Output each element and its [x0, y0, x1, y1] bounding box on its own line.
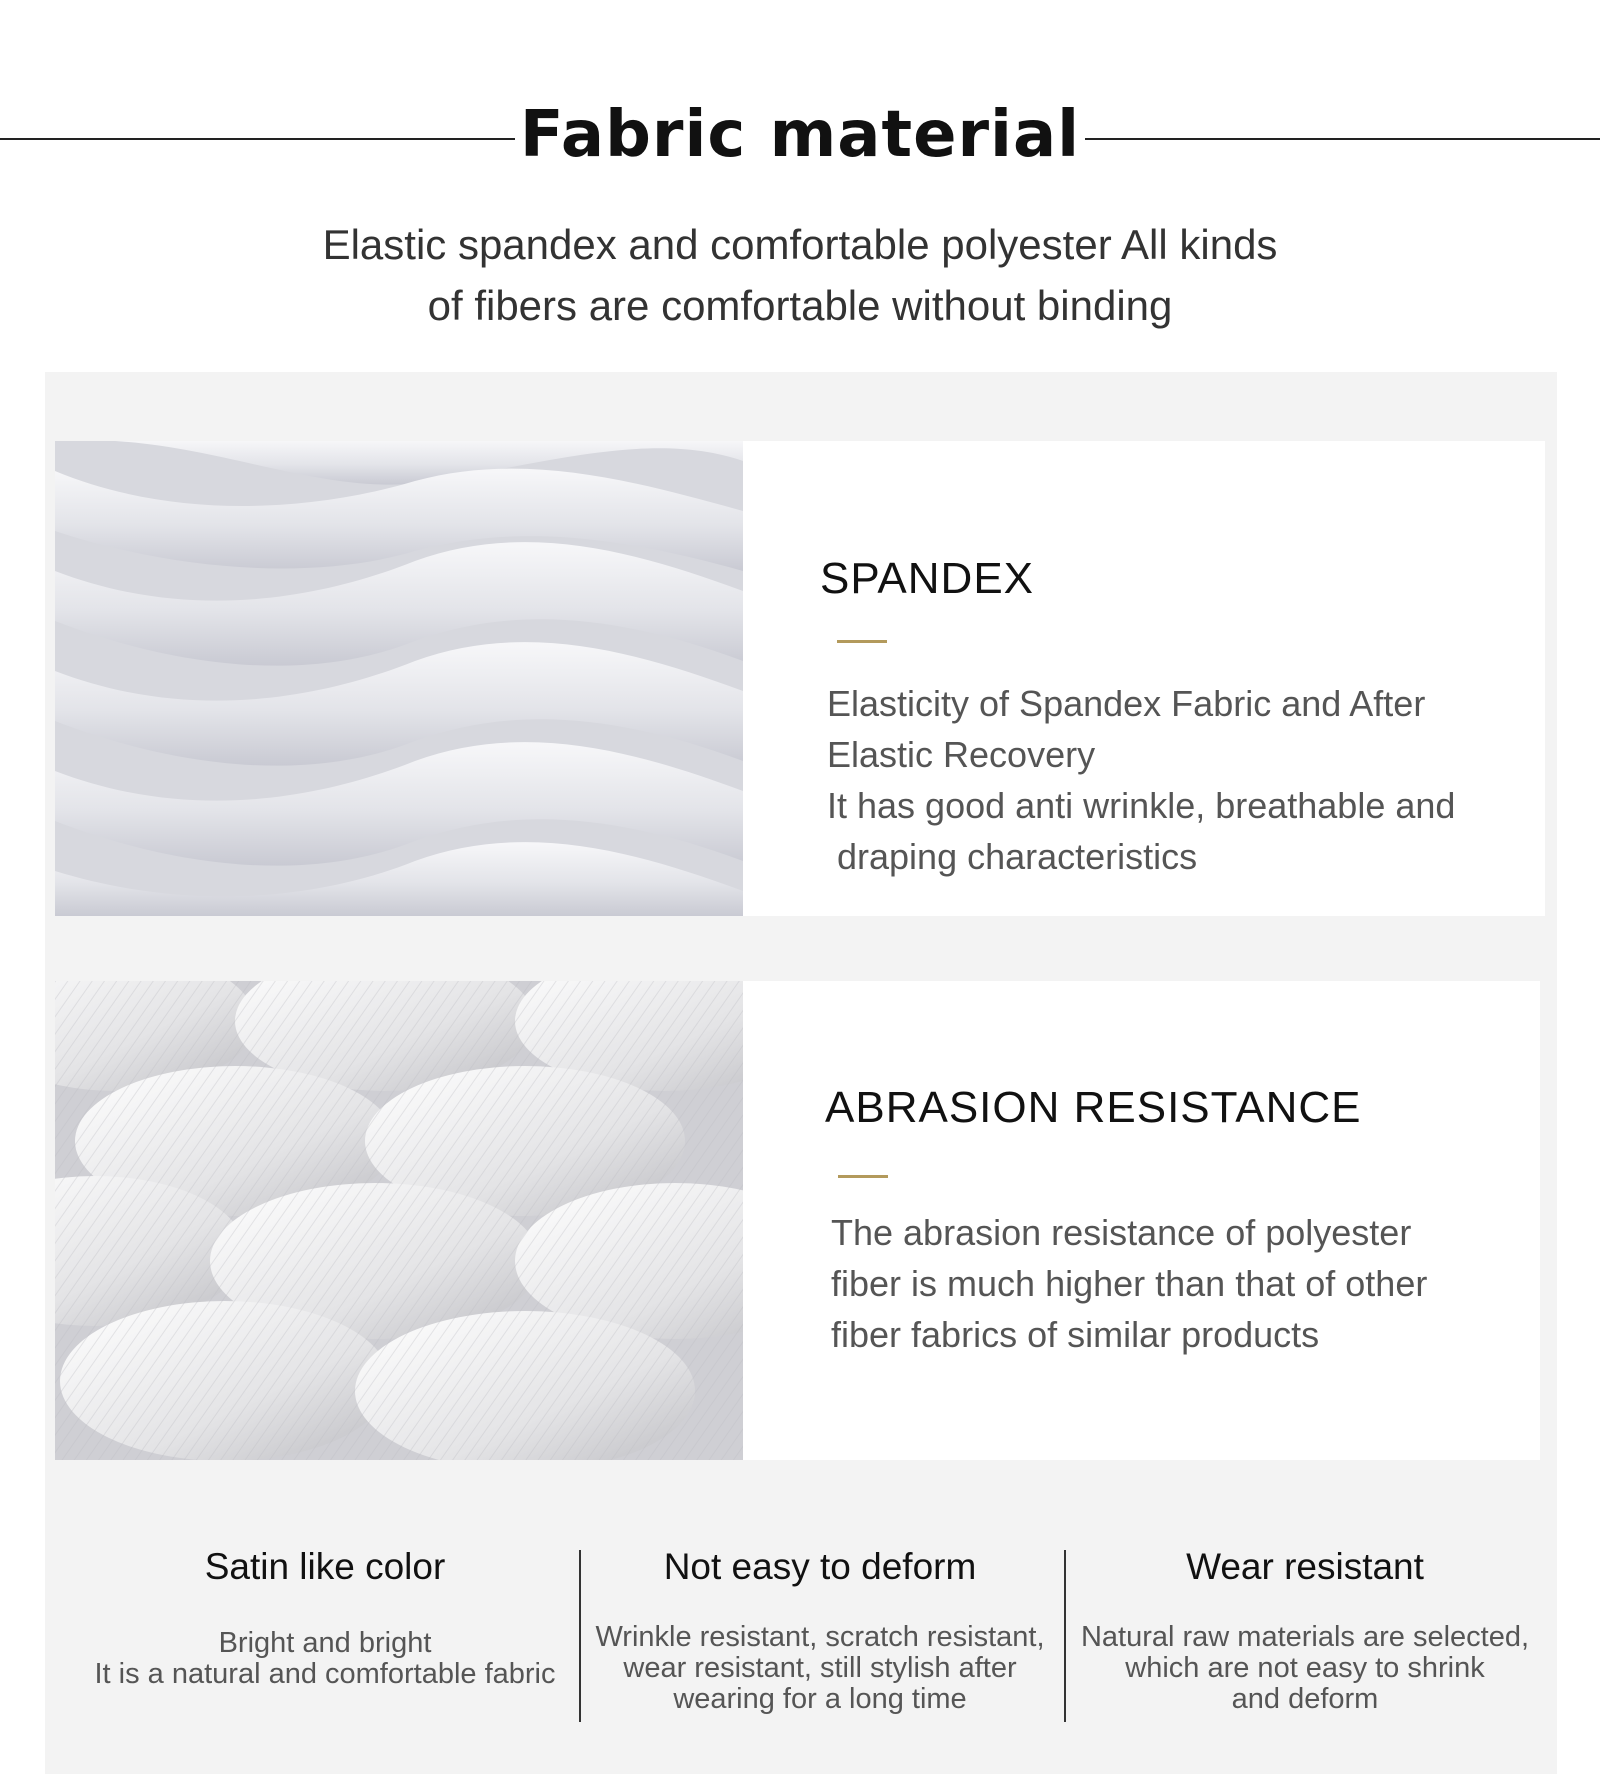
feature-description	[831, 1207, 1531, 1360]
feature-desc-line: Elasticity of Spandex Fabric and After	[827, 683, 1426, 724]
feature-desc-line: The abrasion resistance of polyester	[831, 1212, 1412, 1253]
subtitle-line: Elastic spandex and comfortable polyester All kinds	[322, 221, 1278, 268]
feature-desc-line: It has good anti wrinkle, breathable and	[827, 785, 1456, 826]
feature-card-spandex	[55, 441, 1545, 916]
page-subtitle	[200, 214, 1400, 336]
benefit-wear-resistant	[1065, 1530, 1545, 1730]
benefit-not-deform	[580, 1530, 1060, 1730]
benefit-title: Not easy to deform	[663, 1546, 977, 1587]
feature-desc-line: fiber is much higher than that of other	[831, 1263, 1428, 1304]
benefit-description	[1065, 1622, 1545, 1715]
benefit-desc-line: Wrinkle resistant, scratch resistant,	[595, 1621, 1045, 1653]
benefit-description	[580, 1622, 1060, 1715]
benefit-desc-line: It is a natural and comfortable fabric	[94, 1658, 556, 1690]
feature-desc-line: draping characteristics	[827, 836, 1198, 877]
feature-card-abrasion	[55, 981, 1540, 1460]
benefit-desc-line: wear resistant, still stylish after	[623, 1652, 1017, 1684]
benefit-desc-line: wearing for a long time	[673, 1683, 967, 1715]
benefit-description	[65, 1628, 585, 1690]
subtitle-line: of fibers are comfortable without binding	[427, 282, 1173, 329]
feature-desc-line: Elastic Recovery	[827, 734, 1096, 775]
feature-title: ABRASION RESISTANCE	[825, 1083, 1362, 1132]
polyester-fiber-image	[55, 981, 743, 1460]
benefit-desc-line: and deform	[1231, 1683, 1379, 1715]
page-title: Fabric material	[519, 98, 1081, 172]
benefits-row	[45, 1530, 1557, 1730]
feature-desc-line: fiber fabrics of similar products	[831, 1314, 1320, 1355]
feature-description	[827, 678, 1537, 882]
benefit-title: Wear resistant	[1186, 1546, 1424, 1587]
benefit-title: Satin like color	[204, 1546, 446, 1587]
benefit-desc-line: which are not easy to shrink	[1125, 1652, 1485, 1684]
feature-title: SPANDEX	[820, 554, 1035, 603]
benefit-satin-color	[65, 1530, 585, 1730]
accent-rule	[838, 1175, 888, 1178]
benefit-desc-line: Natural raw materials are selected,	[1080, 1621, 1530, 1653]
spandex-fabric-image	[55, 441, 743, 916]
benefit-desc-line: Bright and bright	[218, 1627, 432, 1659]
accent-rule	[837, 640, 887, 643]
